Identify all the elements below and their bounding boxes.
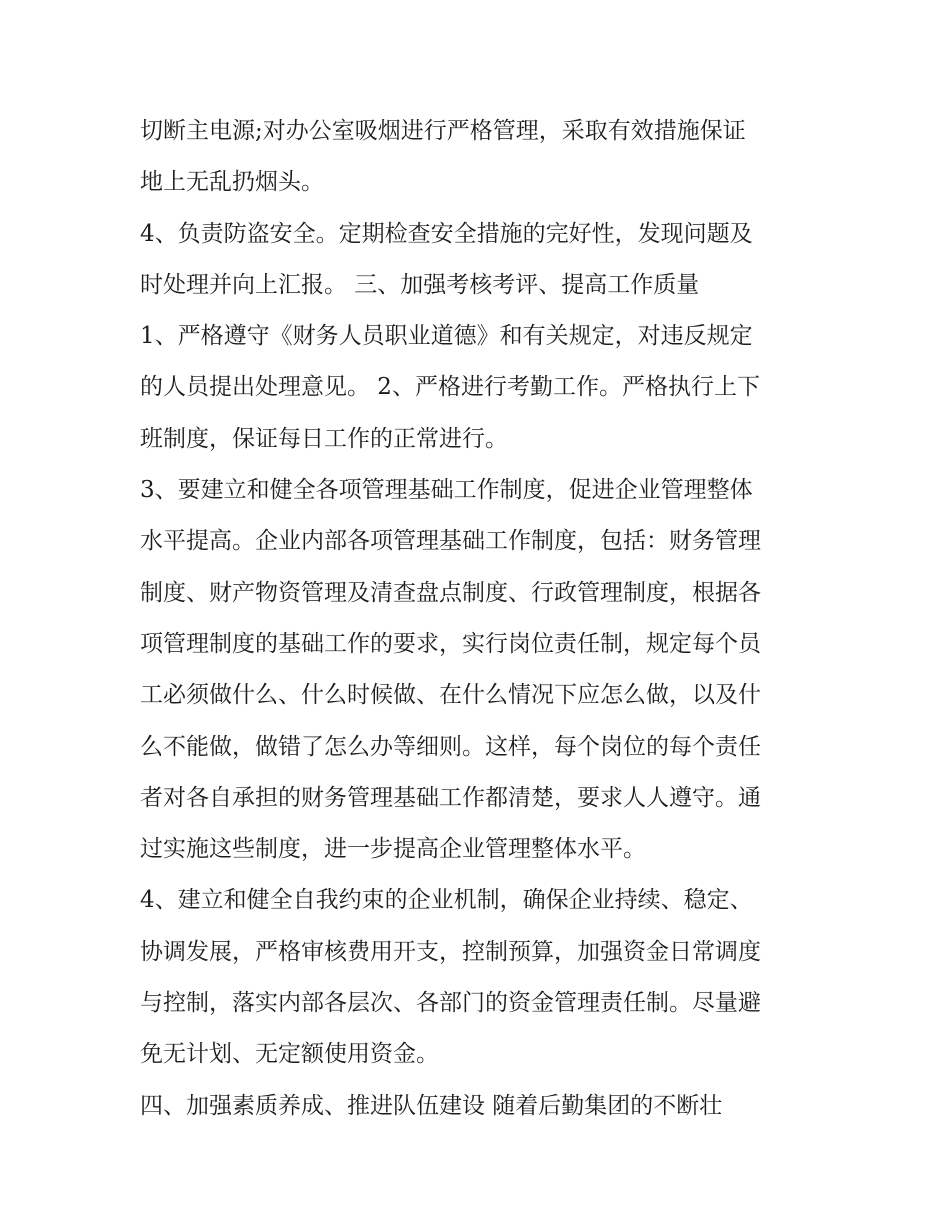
- text-line: 与控制，落实内部各层次、各部门的资金管理责任制。尽量避: [140, 990, 761, 1017]
- text-line: 制度、财产物资管理及清查盘点制度、行政管理制度，根据各: [140, 579, 761, 606]
- text-line: 协调发展，严格审核费用开支，控制预算，加强资金日常调度: [140, 938, 761, 965]
- text-line: 水平提高。企业内部各项管理基础工作制度，包括：财务管理: [140, 528, 761, 555]
- body-text: [140, 106, 820, 1132]
- text-line: 切断主电源;对办公室吸烟进行严格管理，采取有效措施保证: [140, 118, 746, 144]
- text-line: 4、建立和健全自我约束的企业机制，确保企业持续、稳定、: [140, 887, 753, 914]
- text-line: 4、负责防盗安全。定期检查安全措施的完好性，发现问题及: [140, 220, 753, 247]
- text-line: 项管理制度的基础工作的要求，实行岗位责任制，规定每个员: [140, 630, 761, 657]
- text-line: 工必须做什么、什么时候做、在什么情况下应怎么做，以及什: [140, 682, 761, 709]
- text-line: 时处理并向上汇报。 三、加强考核考评、提高工作质量: [140, 271, 700, 298]
- text-line: 么不能做，做错了怎么办等细则。这样，每个岗位的每个责任: [140, 733, 761, 760]
- text-line: 地上无乱扔烟头。: [140, 169, 324, 196]
- text-line: 过实施这些制度，进一步提高企业管理整体水平。: [140, 836, 646, 863]
- text-line: 的人员提出处理意见。 2、严格进行考勤工作。严格执行上下: [140, 374, 760, 401]
- text-line: 者对各自承担的财务管理基础工作都清楚，要求人人遵守。通: [140, 784, 761, 811]
- text-line: 1、严格遵守《财务人员职业道德》和有关规定，对违反规定: [140, 323, 753, 350]
- text-line: 免无计划、无定额使用资金。: [140, 1041, 439, 1068]
- text-line: 四、加强素质养成、推进队伍建设 随着后勤集团的不断壮: [140, 1092, 723, 1119]
- text-line: 班制度，保证每日工作的正常进行。: [140, 425, 508, 452]
- text-line: 3、要建立和健全各项管理基础工作制度，促进企业管理整体: [140, 477, 753, 504]
